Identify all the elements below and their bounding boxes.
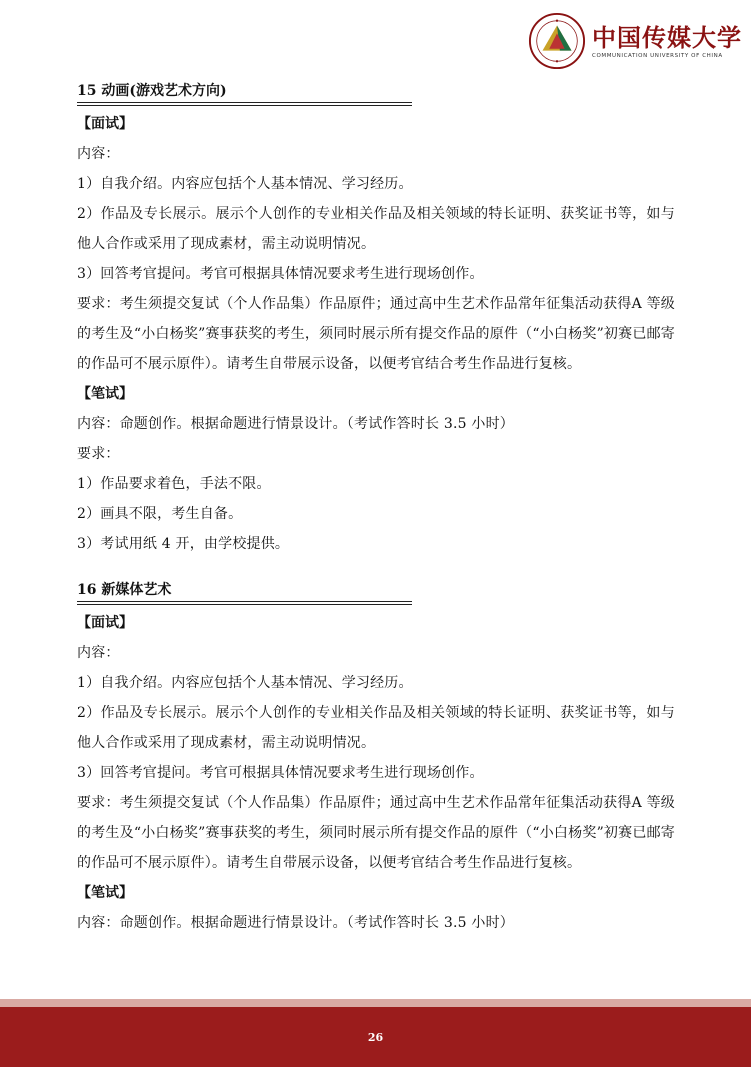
written-exam-heading: 【笔试】	[77, 885, 133, 901]
written-exam-heading: 【笔试】	[77, 386, 133, 402]
footer-stripe	[0, 999, 751, 1007]
paragraph: 3）回答考官提问。考官可根据具体情况要求考生进行现场创作。	[77, 765, 484, 781]
paragraph: 1）作品要求着色，手法不限。	[77, 476, 271, 492]
paragraph: 1）自我介绍。内容应包括个人基本情况、学习经历。	[77, 176, 413, 192]
paragraph: 内容：命题创作。根据命题进行情景设计。（考试作答时长 3.5 小时）	[77, 915, 514, 931]
university-seal-icon	[528, 12, 586, 70]
paragraph: 2）作品及专长展示。展示个人创作的专业相关作品及相关领域的特长证明、获奖证书等，如与他人合作或采用了现成素材，需主动说明情况。	[77, 705, 675, 751]
document-body	[77, 82, 675, 938]
logo-english-name: COMMUNICATION UNIVERSITY OF CHINA	[592, 52, 723, 59]
footer-bar	[0, 1007, 751, 1067]
section-heading: 16 新媒体艺术	[77, 581, 412, 602]
page-number: 26	[367, 1030, 384, 1044]
interview-heading: 【面试】	[77, 615, 133, 631]
paragraph: 要求：考生须提交复试（个人作品集）作品原件；通过高中生艺术作品常年征集活动获得A 等级的考生及“小白杨奖”赛事获奖的考生，须同时展示所有提交作品的原件（“小白杨奖”初赛已邮寄的作品可不展示原件）。请考生自带展示设备，以便考官结合考生作品进行复核。	[77, 795, 675, 871]
paragraph: 要求：	[77, 446, 120, 462]
paragraph: 内容：	[77, 146, 120, 162]
logo-chinese-name: 中国传媒大学	[592, 22, 742, 52]
paragraph: 内容：	[77, 645, 120, 661]
paragraph: 3）回答考官提问。考官可根据具体情况要求考生进行现场创作。	[77, 266, 484, 282]
paragraph: 2）画具不限，考生自备。	[77, 506, 243, 522]
paragraph: 内容：命题创作。根据命题进行情景设计。（考试作答时长 3.5 小时）	[77, 416, 514, 432]
page-footer	[0, 999, 751, 1067]
interview-heading: 【面试】	[77, 116, 133, 132]
section-heading: 15 动画(游戏艺术方向)	[77, 82, 412, 103]
paragraph: 1）自我介绍。内容应包括个人基本情况、学习经历。	[77, 675, 413, 691]
paragraph: 要求：考生须提交复试（个人作品集）作品原件；通过高中生艺术作品常年征集活动获得A 等级的考生及“小白杨奖”赛事获奖的考生，须同时展示所有提交作品的原件（“小白杨奖”初赛已邮寄的作品可不展示原件）。请考生自带展示设备，以便考官结合考生作品进行复核。	[77, 296, 675, 372]
university-logo	[528, 12, 742, 70]
paragraph: 2）作品及专长展示。展示个人创作的专业相关作品及相关领域的特长证明、获奖证书等，如与他人合作或采用了现成素材，需主动说明情况。	[77, 206, 675, 252]
paragraph: 3）考试用纸 4 开，由学校提供。	[77, 536, 290, 552]
